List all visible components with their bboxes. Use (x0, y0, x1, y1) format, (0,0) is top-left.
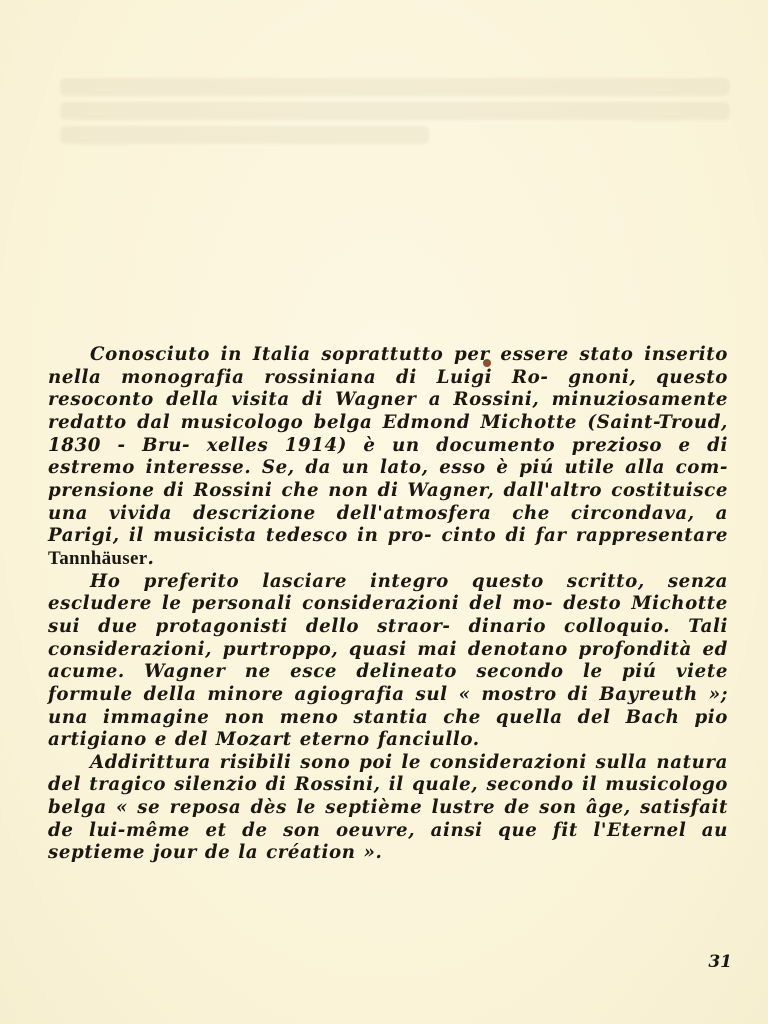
paragraph-3 (48, 752, 728, 865)
text-line: costituisce una vivida descrizione dell'atmosfera che (48, 479, 728, 524)
body-text (48, 344, 728, 865)
text-line: ne esce delineato secondo le piú viete formule della (48, 661, 728, 705)
text-line: minore agiografia sul « mostro di Bayreuth »; una (48, 683, 729, 728)
text-line: cinto di far rappresentare (441, 525, 728, 547)
text-line: quasi mai denotano profondità ed acume. Wagner (48, 638, 729, 683)
text-line: xelles 1914) è un documento prezioso e di estremo (48, 434, 728, 479)
text-line: sulla natura del tragico silenzio di Rossini, il quale, (48, 751, 728, 796)
text-line: Conosciuto in Italia soprattutto per essere stato (90, 344, 634, 365)
text-line: gnoni, questo resoconto della visita di Wagner a (48, 366, 728, 411)
text-line: interesse. Se, da un lato, esso è piú utile alla com- (145, 457, 729, 479)
text-line: . (147, 547, 155, 569)
text-line: Ho preferito lasciare integro questo scritto, (90, 570, 645, 592)
paragraph-2 (48, 571, 728, 752)
text-line: senza escludere le personali considerazioni del mo- (48, 570, 728, 615)
text-line: jour de la création ». (152, 842, 383, 864)
text-line: septième lustre de son âge, satisfait de lui-même et (48, 797, 728, 841)
text-line: dinario colloquio. Tali considerazioni, purtroppo, (48, 615, 729, 660)
text-line: artigiano e del Mozart eterno fanciullo. (48, 729, 480, 751)
paragraph-1 (48, 344, 728, 571)
text-line: Rossini, minuziosamente redatto dal musicologo (48, 389, 728, 433)
text-line: de son oeuvre, ainsi que fit l'Eternel au septieme (48, 819, 729, 864)
text-line: immagine non meno stantia che quella del Bach pio (103, 706, 729, 728)
show-through-text (60, 78, 730, 148)
opera-title: Tannhäuser (48, 547, 148, 569)
text-line: circondava, a Parigi, il musicista tedesco in pro- (48, 502, 728, 547)
text-line: secondo il musicologo belga « se reposa dès le (48, 774, 729, 819)
text-line: desto Michotte sui due protagonisti dello straor- (48, 593, 728, 637)
text-line: belga Edmond Michotte (Saint-Troud, 1830 - Bru- (48, 411, 728, 456)
text-line: inserito nella monografia rossiniana di Luigi Ro- (48, 344, 728, 388)
text-line: prensione di Rossini che non di Wagner, dall'altro (48, 479, 603, 501)
text-line: Addirittura risibili sono poi le considerazioni (90, 751, 587, 773)
page-number: 31 (708, 952, 732, 972)
